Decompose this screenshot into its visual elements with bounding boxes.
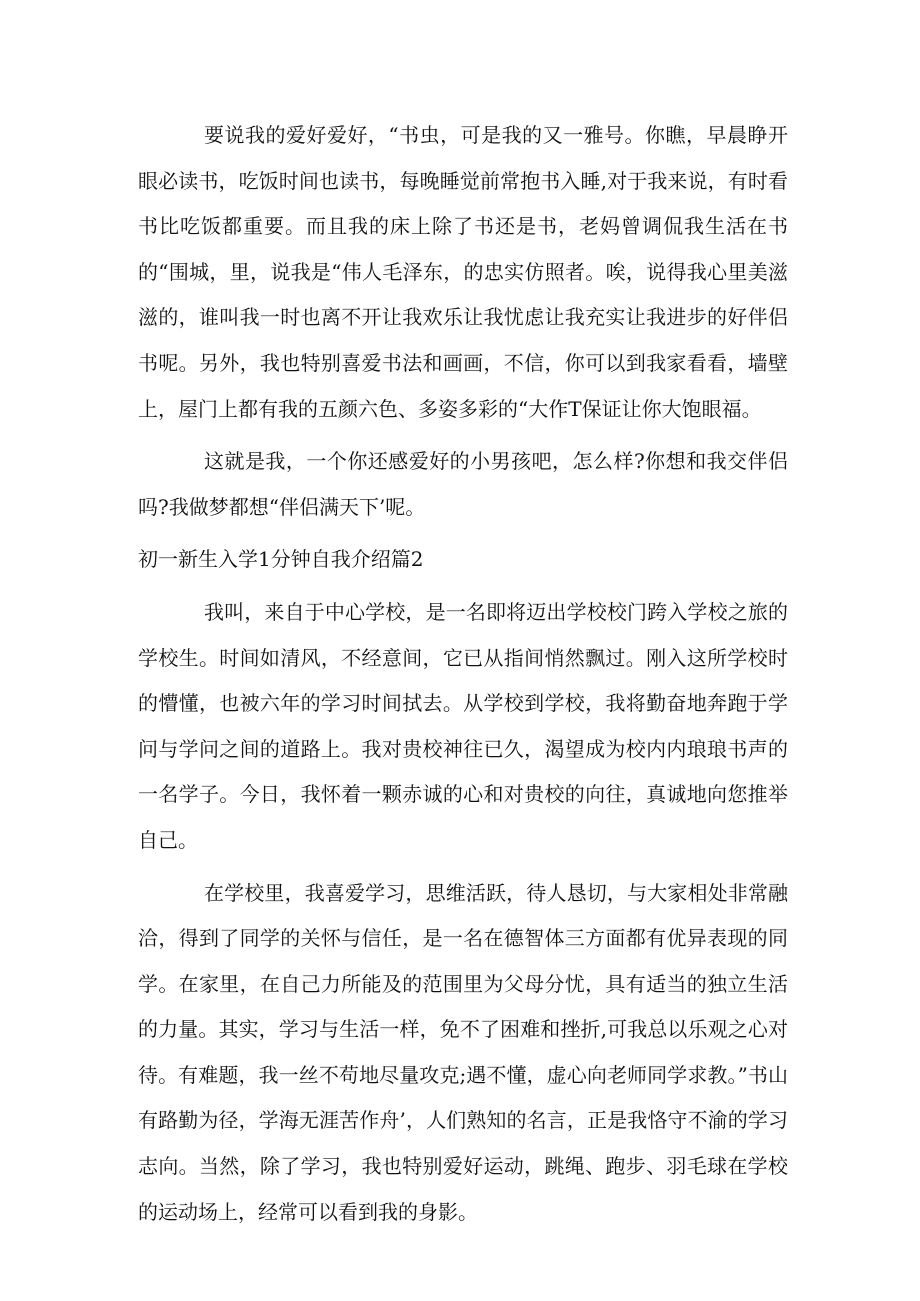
document-page — [138, 113, 788, 1235]
section-heading: 初一新生入学1分钟自我介绍篇2 — [138, 547, 424, 572]
paragraph-gap — [138, 864, 788, 871]
paragraph-hobbies: 要说我的爱好爱好，“书虫，可是我的又一雅号。你瞧，早晨睁开眼必读书，吃饭时间也读书，每晚睡觉前常抱书入睡,对于我来说，有时看书比吃饭都重要。而且我的床上除了书还是书，老妈曾调侃我生活在书的“围城，里，说我是“伟人毛泽东，的忠实仿照者。唉，说得我心里美滋滋的，谁叫我一时也离不开让我欢乐让我忧虑让我充实让我进步的好伴侣书呢。另外，我也特别喜爱书法和画画，不信，你可以到我家看看，墙壁上，屋门上都有我的五颜六色、多姿多彩的“大作T保证让你大饱眼福。 — [138, 123, 788, 421]
paragraph-summary: 这就是我，一个你还感爱好的小男孩吧，怎么样?你想和我交伴侣吗?我做梦都想“伴侣满天下’呢。 — [138, 449, 788, 519]
paragraph-school-life: 在学校里，我喜爱学习，思维活跃，待人恳切，与大家相处非常融洽，得到了同学的关怀与信任，是一名在德智体三方面都有优异表现的同学。在家里，在自己力所能及的范围里为父母分忧，具有适当的独立生活的力量。其实，学习与生活一样，免不了困难和挫折,可我总以乐观之心对待。有难题，我一丝不苟地尽量攻克;遇不懂，虚心向老师同学求教。”书山有路勤为径，学海无涯苦作舟’，人们熟知的名言，正是我恪守不渝的学习志向。当然，除了学习，我也特别爱好运动，跳绳、跑步、羽毛球在学校的运动场上，经常可以看到我的身影。 — [138, 880, 788, 1224]
paragraph-gap — [138, 432, 788, 439]
paragraph-introduction: 我叫，来自于中心学校，是一名即将迈出学校校门跨入学校之旅的学校生。时间如清风，不经意间，它已从指间悄然飘过。刚入这所学校时的懵懂，也被六年的学习时间拭去。从学校到学校，我将勤奋地奔跑于学问与学问之间的道路上。我对贵校神往已久，渴望成为校内内琅琅书声的一名学子。今日，我怀着一颗赤诚的心和对贵校的向往，真诚地向您推举自己。 — [138, 599, 788, 852]
paragraph-gap — [138, 530, 788, 537]
paragraph-gap — [138, 583, 788, 590]
